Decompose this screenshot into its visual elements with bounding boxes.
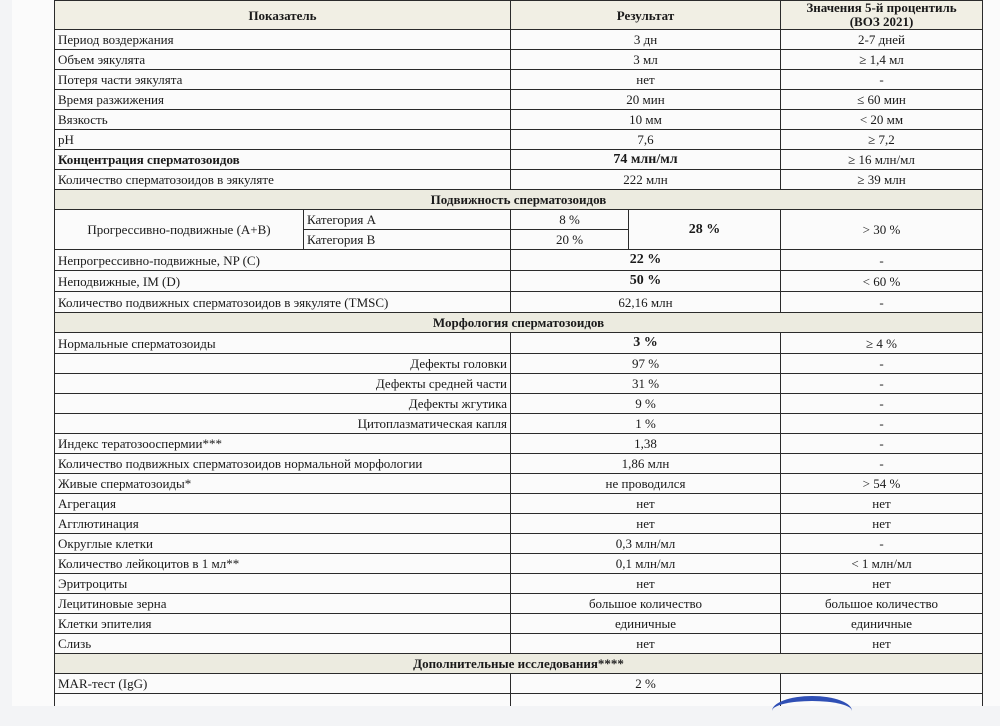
indicator-cell: Период воздержания [55, 30, 511, 50]
indicator-cell: Цитоплазматическая капля [55, 414, 511, 434]
progressive-total: 28 % [629, 210, 781, 250]
result-cell: 62,16 млн [511, 292, 781, 313]
header-who-line1: Значения 5-й процентиль [806, 0, 957, 15]
section-title: Морфология сперматозоидов [55, 313, 983, 333]
indicator-cell: Клетки эпителия [55, 614, 511, 634]
table-row [55, 554, 983, 574]
indicator-cell: Количество сперматозоидов в эякуляте [55, 170, 511, 190]
section-header-motility [55, 190, 983, 210]
table-row [55, 110, 983, 130]
result-cell: 10 мм [511, 110, 781, 130]
reference-cell: - [781, 292, 983, 313]
reference-cell: < 20 мм [781, 110, 983, 130]
reference-cell: ≤ 60 мин [781, 90, 983, 110]
indicator-cell: Прогрессивно-подвижные (А+В) [55, 210, 304, 250]
reference-cell: нет [781, 634, 983, 654]
table-row [55, 634, 983, 654]
reference-cell: - [781, 250, 983, 271]
header-who-line2: (ВОЗ 2021) [849, 14, 914, 29]
indicator-cell: Слизь [55, 634, 511, 654]
result-cell: единичные [511, 614, 781, 634]
reference-cell: - [781, 434, 983, 454]
reference-cell: 2-7 дней [781, 30, 983, 50]
reference-cell: нет [781, 494, 983, 514]
result-cell: 97 % [511, 354, 781, 374]
reference-cell: - [781, 354, 983, 374]
result-cell: 0,1 млн/мл [511, 554, 781, 574]
indicator-cell: Дефекты жгутика [55, 394, 511, 414]
table-row [55, 674, 983, 694]
result-cell: 74 млн/мл [511, 150, 781, 170]
result-cell: 3 % [511, 333, 781, 354]
reference-cell: < 60 % [781, 271, 983, 292]
result-cell: 50 % [511, 271, 781, 292]
reference-cell: ≥ 7,2 [781, 130, 983, 150]
table-row [55, 574, 983, 594]
reference-cell: - [781, 70, 983, 90]
result-cell: большое количество [511, 594, 781, 614]
indicator-cell: Округлые клетки [55, 534, 511, 554]
indicator-cell: Нормальные сперматозоиды [55, 333, 511, 354]
category-b-value: 20 % [511, 230, 629, 250]
result-cell: 7,6 [511, 130, 781, 150]
reference-cell: - [781, 374, 983, 394]
reference-cell: - [781, 414, 983, 434]
table-row [55, 70, 983, 90]
table-row [55, 150, 983, 170]
table-row [55, 394, 983, 414]
indicator-cell: Дефекты головки [55, 354, 511, 374]
result-cell: нет [511, 574, 781, 594]
reference-cell: единичные [781, 614, 983, 634]
indicator-cell: Агрегация [55, 494, 511, 514]
table-row [55, 271, 983, 292]
reference-cell: < 1 млн/мл [781, 554, 983, 574]
result-cell: 9 % [511, 394, 781, 414]
section-title: Дополнительные исследования**** [55, 654, 983, 674]
indicator-cell: Концентрация сперматозоидов [55, 150, 511, 170]
reference-cell [781, 674, 983, 694]
table-row [55, 454, 983, 474]
category-b-label: Категория В [304, 230, 511, 250]
table-row [55, 474, 983, 494]
table-row [55, 514, 983, 534]
result-cell: 31 % [511, 374, 781, 394]
indicator-cell: Потеря части эякулята [55, 70, 511, 90]
result-cell: 20 мин [511, 90, 781, 110]
category-a-label: Категория А [304, 210, 511, 230]
reference-cell: нет [781, 574, 983, 594]
table-row [55, 210, 983, 230]
table-row [55, 333, 983, 354]
result-cell: нет [511, 494, 781, 514]
table-row [55, 434, 983, 454]
table-row [55, 90, 983, 110]
table-row [55, 292, 983, 313]
table-row [55, 30, 983, 50]
reference-cell: > 54 % [781, 474, 983, 494]
table-header-row [55, 1, 983, 30]
reference-cell: большое количество [781, 594, 983, 614]
result-cell: 2 % [511, 674, 781, 694]
result-cell: 1,86 млн [511, 454, 781, 474]
reference-cell: ≥ 16 млн/мл [781, 150, 983, 170]
header-result: Результат [511, 1, 781, 30]
category-a-value: 8 % [511, 210, 629, 230]
reference-cell: - [781, 454, 983, 474]
section-title: Подвижность сперматозоидов [55, 190, 983, 210]
header-indicator: Показатель [55, 1, 511, 30]
table-row [55, 414, 983, 434]
reference-cell: нет [781, 514, 983, 534]
indicator-cell: MAR-тест (IgG) [55, 674, 511, 694]
indicator-cell: Живые сперматозоиды* [55, 474, 511, 494]
table-row [55, 594, 983, 614]
indicator-cell: Лецитиновые зерна [55, 594, 511, 614]
indicator-cell: Время разжижения [55, 90, 511, 110]
section-header-additional [55, 654, 983, 674]
cut-cell [55, 694, 511, 707]
table-row [55, 614, 983, 634]
indicator-cell: Эритроциты [55, 574, 511, 594]
reference-cell: > 30 % [781, 210, 983, 250]
result-cell: 3 мл [511, 50, 781, 70]
indicator-cell: Непрогрессивно-подвижные, NP (C) [55, 250, 511, 271]
result-cell: 0,3 млн/мл [511, 534, 781, 554]
table-row [55, 170, 983, 190]
semen-analysis-table [54, 0, 983, 706]
indicator-cell: pH [55, 130, 511, 150]
table-row [55, 250, 983, 271]
indicator-cell: Объем эякулята [55, 50, 511, 70]
indicator-cell: Количество лейкоцитов в 1 мл** [55, 554, 511, 574]
header-who-reference [781, 1, 983, 30]
result-cell: нет [511, 70, 781, 90]
result-cell: 3 дн [511, 30, 781, 50]
indicator-cell: Количество подвижных сперматозоидов в эякуляте (TMSC) [55, 292, 511, 313]
result-cell: 1 % [511, 414, 781, 434]
table-row [55, 374, 983, 394]
reference-cell: ≥ 4 % [781, 333, 983, 354]
result-cell: 22 % [511, 250, 781, 271]
result-cell: нет [511, 634, 781, 654]
indicator-cell: Дефекты средней части [55, 374, 511, 394]
table-row [55, 354, 983, 374]
indicator-cell: Неподвижные, IM (D) [55, 271, 511, 292]
result-cell: нет [511, 514, 781, 534]
result-cell: 1,38 [511, 434, 781, 454]
reference-cell: ≥ 1,4 мл [781, 50, 983, 70]
indicator-cell: Вязкость [55, 110, 511, 130]
result-cell: не проводился [511, 474, 781, 494]
reference-cell: ≥ 39 млн [781, 170, 983, 190]
indicator-cell: Количество подвижных сперматозоидов нормальной морфологии [55, 454, 511, 474]
section-header-morphology [55, 313, 983, 333]
report-sheet [12, 0, 1000, 706]
table-row [55, 494, 983, 514]
blue-stamp-edge [772, 696, 852, 726]
table-row [55, 50, 983, 70]
table-row [55, 534, 983, 554]
result-cell: 222 млн [511, 170, 781, 190]
indicator-cell: Индекс тератозооспермии*** [55, 434, 511, 454]
table-row [55, 130, 983, 150]
indicator-cell: Агглютинация [55, 514, 511, 534]
reference-cell: - [781, 394, 983, 414]
reference-cell: - [781, 534, 983, 554]
cut-cell [511, 694, 781, 707]
